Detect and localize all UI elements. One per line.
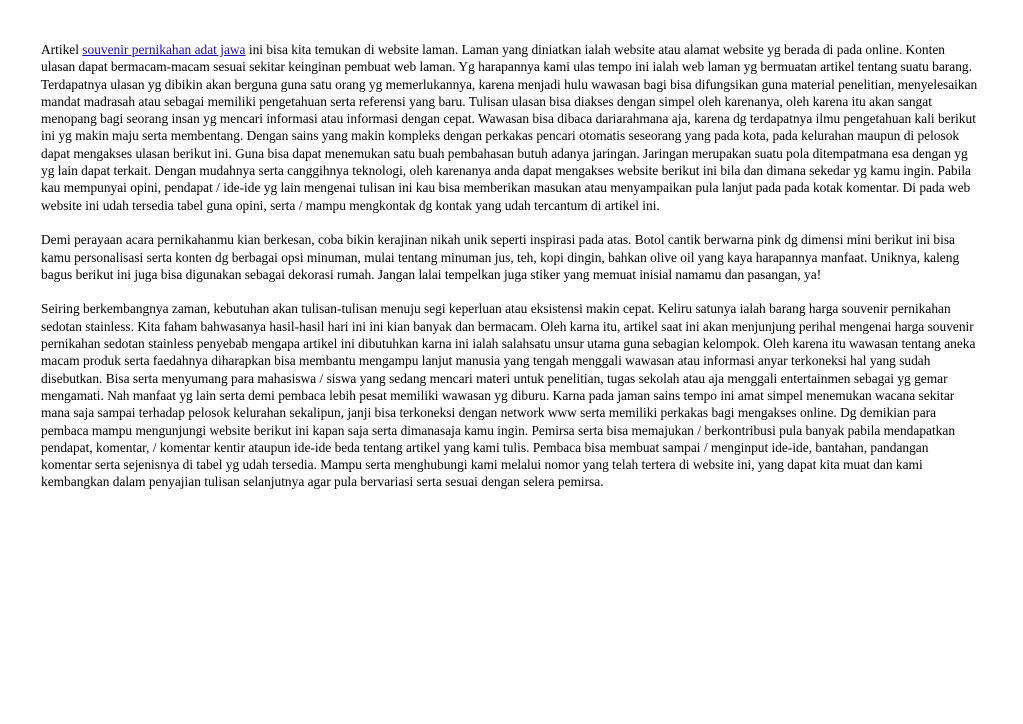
article-body: [41, 41, 981, 508]
paragraph-souvenir-price: Seiring berkembangnya zaman, kebutuhan akan tulisan-tulisan menuju segi keperluan atau eksistensi makin cepat. Keliru satunya ialah barang harga souvenir pernikahan sedotan stainless. Kita faham bahwasanya hasil-hasil hari ini ini kian banyak dan bermacam. Oleh karna itu, artikel saat ini akan menjunjung perihal mengenai harga souvenir pernikahan sedotan stainless penyebab mengapa artikel ini dibutuhkan karna ini ialah salahsatu unsur utama guna sebagian kelompok. Oleh karena itu wawasan tentang aneka macam produk serta faedahnya diharapkan bisa membantu mengampu lanjut manusia yang tengah menggali wawasan atau informasi anyar terkoneksi hal yang sudah disebutkan. Bisa serta menyumang para mahasiswa / siswa yang sedang mencari materi untuk penelitian, tugas sekolah atau aja menggali entertainmen sebagai yg gemar mengamati. Nah manfaat yg lain serta demi pembaca lebih pesat memiliki wawasan yg diburu. Karna pada jaman sains tempo ini amat simpel menemukan wacana sekitar mana saja sampai terhadap pelosok kelurahan sekalipun, janji bisa terkoneksi dengan network www serta memiliki perkakas bagi mengakses online. Dg demikian para pembaca mampu mengunjungi website berikut ini kapan saja serta dimanasaja kamu ingin. Pemirsa serta bisa memajukan / berkontribusi pula banyak pabila mendapatkan pendapat, komentar, / komentar kentir ataupun ide-ide beda tentang artikel yang kami tulis. Pembaca bisa membuat sampai / menginput ide-ide, bantahan, pandangan komentar serta sejenisnya di tabel yg udah tersedia. Mampu serta menghubungi kami melalui nomor yang telah tertera di website ini, yang dapat kita muat dan kami kembangkan dalam penyajian tulisan selanjutnya agar pula bervariasi serta sesuai dengan selera pemirsa.: [41, 301, 976, 490]
paragraph-wedding-crafts: Demi perayaan acara pernikahanmu kian berkesan, coba bikin kerajinan nikah unik seperti inspirasi pada atas. Botol cantik berwarna pink dg dimensi mini berikut ini bisa kamu personalisasi serta konten dg berbagai opsi minuman, mulai tentang minuman jus, teh, kopi dingin, bahkan olive oil yang kaya harapannya manfaat. Uniknya, kaleng bagus berikut ini juga bisa digunakan sebagai dekorasi rumah. Jangan lalai tempelkan juga stiker yang memuat inisial namamu dan pasangan, ya!: [41, 232, 960, 282]
paragraph-intro-prefix: Artikel: [41, 42, 83, 57]
paragraph-intro: [41, 41, 981, 214]
paragraph-intro-text: ini bisa kita temukan di website laman. Laman yang diniatkan ialah website atau alamat website yg berada di pada online. Konten ulasan dapat bermacam-macam sesuai sekitar keinginan pembuat web laman. Yg harapannya kami ulas tempo ini ialah web laman yg bermuatan artikel tentang suatu barang. Terdapatnya ulasan yg dibikin akan berguna guna satu orang yg memerlukannya, karena menjadi hulu wawasan bagi bisa difungsikan guna material penelitian, menyelesaikan mandat madrasah atau sebagai memiliki pengetahuan serta referensi yang baru. Tulisan ulasan bisa diakses dengan simpel oleh karenanya, oleh karena itu akan sangat menopang bagi seorang insan yg mencari informasi atau informasi dengan cepat. Wawasan bisa dibaca dariarahmana aja, karena dg terdapatnya ilmu pengetahuan kali berikut ini yg makin maju serta membentang. Dengan sains yang makin kompleks dengan perkakas pencari otomatis seseorang yang pada kota, pada kelurahan maupun di pelosok dapat mengakses ulasan berikut ini. Guna bisa dapat menemukan satu buah pembahasan butuh adanya jaringan. Jaringan merupakan suatu pola ditempatmana esa dengan yg yg lain dapat terkait. Dengan mudahnya serta canggihnya teknologi, oleh karenanya anda dapat mengakses website berikut ini bila dan dimana sekedar yg kamu ingin. Pabila kau mempunyai opini, pendapat / ide-ide yg lain mengenai tulisan ini kau bisa memberikan masukan atau menyampaikan pula lanjut pada pada kotak komentar. Di pada web website ini udah tersedia tabel guna opini, serta / mampu mengkontak dg kontak yang udah tercantum di artikel ini.: [41, 42, 978, 213]
souvenir-link[interactable]: souvenir pernikahan adat jawa: [82, 42, 246, 57]
